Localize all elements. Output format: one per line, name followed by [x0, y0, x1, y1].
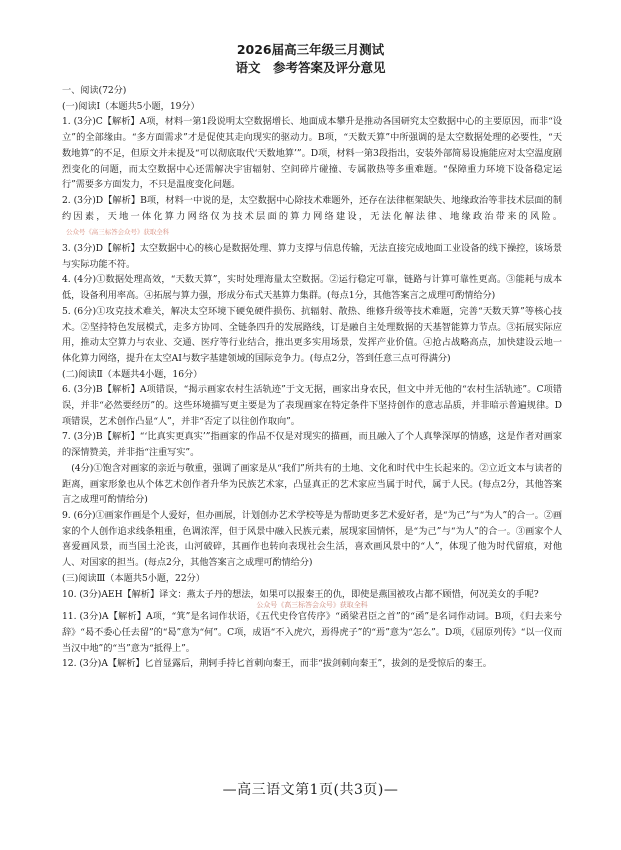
answer-q7: 7. (3分)B【解析】“‘比真实更真实’”指画家的作品不仅是对现实的描画，而且融入了个人真挚深厚的情感，这是作者对画家的深情赞美，并非指“注重写实”。	[62, 431, 562, 459]
answer-q8: (4分)①饱含对画家的亲近与敬重，强调了画家是从“我们”所共有的土地、文化和时代中生长起来的。②立近文本与读者的距离，画家形象也从个体艺术创作者升华为民族艺术家，凸显真正的艺术家应当属于时代，属于人民。(每点2分，其他答案言之成理可酌情给分)	[62, 462, 562, 506]
answer-q1: 1. (3分)C【解析】A项，材料一第1段说明太空数据增长、地面成本攀升是推动各国研究太空数据中心的主要原因，而非“设立”的全部缘由。“多方面需求”才是促使其走向现实的驱动力。B项，“天数天算”中所强调的是太空数据处理的必要性，“天数地算”的不足，但原文并未提及“可以彻底取代‘天数地算’”。D项，材料一第3段指出，安装外部简易设施能应对太空温度剧烈变化的问题，而太空数据中心还需解决宇宙辐射、空间碎片碰撞、专属散热等多重难题。“保障重力环境下设备稳定运行”需要多方面发力，不只是温度变化问题。	[62, 116, 562, 191]
page-footer: —高三语文第1页(共3页)—	[222, 782, 399, 798]
part-heading-reading-3: (三)阅读Ⅲ（本题共5小题，22分）	[62, 572, 205, 584]
answer-q6: 6. (3分)B【解析】A项错误，“揭示画家农村生活轨迹”于文无据，画家出身农民，但文中并无他的“农村生活轨迹”。C项错误，并非“必然要经历”的。这些环境描写更主要是为了表现画家在特定条件下坚持创作的意志品质，并非暗示普遍规律。D项错误，艺术创作凸显“人”，并非“否定了以往创作取向”。	[62, 384, 562, 427]
answer-q12: 12. (3分)A【解析】匕首显露后，荆轲手持匕首刺向秦王，而非“拔剑刺向秦王”，拔剑的是受惊后的秦王。	[62, 658, 492, 670]
watermark-stamp: 公众号《高三标答会众号》获取全科	[66, 228, 170, 237]
answer-q9: 9. (6分)①画家作画是个人爱好，但办画展，计划创办艺术学校等是为帮助更多艺术爱好者，是“为己”与“为人”的合一。②画家的个人创作追求线条粗重，色调浓浑，但于风景中融入民族元素，展现家国情怀，是“为己”与“为人”的合一。③画家个人喜爱画风景，而当国土沦丧，山河破碎，其画作也转向表现社会生活，喜欢画风景中的“人”，体现了他为时代留痕，对他人、对国家的担当。(每点2分，其他答案言之成理可酌情给分)	[62, 509, 562, 569]
answer-q2	[62, 193, 562, 241]
answer-key-subtitle: 语文 参考答案及评分意见	[235, 60, 386, 75]
answer-q2-text: 2. (3分)D【解析】B项，材料一中说的是，太空数据中心除技术难题外，还存在法律框架缺失、地缘政治等非技术层面的制约因素，天地一体化算力网络仅为技术层面的算力网络建设，无法化解法律、地缘政治带来的风险。	[62, 194, 562, 222]
answer-q4: 4. (4分)①数据处理高效，“天数天算”，实时处理海量太空数据。②运行稳定可靠，链路与计算可靠性更高。③能耗与成本低，设备利用率高。④拓展与算力强，形成分布式天基算力集群。(每点1分，其他答案言之成理可酌情给分)	[62, 274, 562, 302]
answer-q11: 11. (3分)A【解析】A项，“箕”是名词作状语，《五代史伶官传序》“函梁君臣之首”的“函”是名词作动词。B项，《归去来兮辞》“曷不委心任去留”的“曷”意为“何”。C项，成语“不入虎穴，焉得虎子”的“焉”意为“怎么”。D项，《屈原列传》“以一仪而当汉中地”的“当”意为“抵得上”。	[62, 611, 562, 654]
answer-q5: 5. (6分)①攻克技术难关，解决太空环境下硬免硬件损伤、抗辐射、散热、维修升级等技术难题，完善“天数天算”等核心技术。②坚持特色发展模式，走多方协同、全链条四升的发展路线，订是融自主处理数据的天基智能算力节点。③拓展实际应用，推动太空算力与农业、交通、医疗等行业结合，推出更多实用场景，发挥产业价值。④抢占战略高点，加快建设云地一体化算力网络，提升在太空AI与数字基建领域的国际竞争力。(每点2分，答到任意三点可得满分)	[62, 305, 562, 364]
answer-q10: 10. (3分)AEH【解析】译文：燕太子丹的想法，如果可以报秦王的仇，即使是燕国被攻占都不顾惜，何况美女的手呢?	[62, 588, 539, 600]
exam-title: 2026届高三年级三月测试	[236, 42, 385, 57]
section-heading: 一、阅读(72分)	[62, 85, 127, 96]
answer-q3: 3. (3分)D【解析】太空数据中心的核心是数据处理、算力支撑与信息传输，无法直接完成地面工业设备的线下操控，该场景与实际功能不符。	[62, 243, 562, 270]
part-heading-reading-2: (二)阅读Ⅱ（本题共4小题，16分）	[62, 368, 203, 380]
answer-body	[62, 83, 562, 672]
part-heading-reading-1: (一)阅读Ⅰ（本题共5小题，19分）	[62, 100, 200, 112]
watermark-stamp-2: 公众号《高三标答会众号》获取全科	[256, 601, 368, 610]
